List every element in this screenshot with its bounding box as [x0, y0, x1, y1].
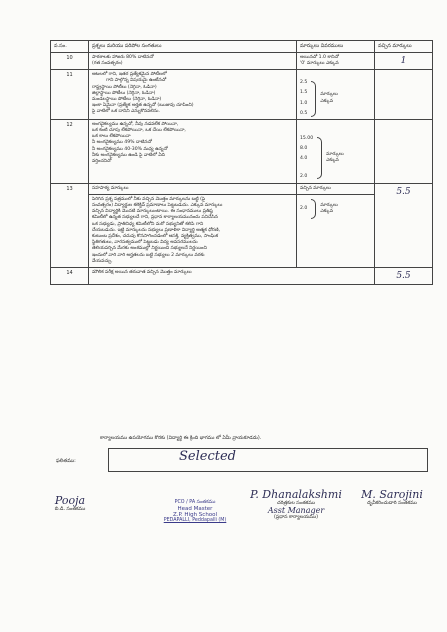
signature-sub: (ప్రధాన కార్యాలయము): [273, 515, 319, 520]
signature-name: M. Sarojini: [361, 488, 423, 501]
row-number: 11: [51, 70, 89, 120]
row-detail: [297, 119, 375, 183]
row-line: స్థితిగతులు, వారసత్వములో పెట్టబడు విద్య అవసరములను: [92, 240, 198, 246]
row-line: ఒక కాలు లేకపోయినా: [92, 134, 131, 140]
signature-caption: దృవీకరించుదారి సంతకము: [367, 501, 417, 506]
signature-name: Pooja: [54, 494, 86, 507]
awarded-mark: [375, 70, 433, 120]
row-detail-line: '0' మార్కులు ఎక్కువ: [300, 60, 339, 66]
row-line: ఒక సభ్యుడు, ప్రాతినిధ్య కమిటీలోని మరో సభ్యునితో కలిపి గాని: [92, 221, 204, 227]
row-detail-header: వచ్చిన మార్కులు: [297, 184, 374, 195]
result-value: Selected: [179, 449, 236, 464]
result-label: ఫలితము:: [56, 458, 76, 464]
value-label: మార్కులు ఎక్కువ: [326, 152, 344, 164]
row-description: [89, 70, 297, 120]
signature-caption: చరిత్రకుల సంతకము: [276, 501, 316, 506]
table-row: [51, 52, 433, 69]
row-number: 10: [51, 52, 89, 69]
signature-extra: Asst Manager: [267, 506, 325, 515]
signature-caption: బి.డి. సంతకము: [54, 507, 86, 512]
row-line: మండలస్థాయి పోటీలు (నెగ్గినా, ఓడినా): [92, 96, 162, 102]
row-description: [89, 119, 297, 183]
value-item: 4.0: [300, 156, 308, 162]
row-line: నీ అంగవైకల్యము 40-30% మధ్య ఉన్నచో: [92, 146, 168, 152]
awarded-mark: 1: [375, 52, 433, 69]
brace: [311, 199, 316, 219]
row-line: కమిటీలో ఉన్నత సభ్యులచే గాని, ప్రధాన కార్యాలయమునందు పనిచేసిన: [92, 215, 218, 221]
value-item: 8.0: [300, 146, 308, 152]
header-awarded: వచ్చిన మార్కులు: [375, 41, 433, 53]
marks-table: [50, 40, 433, 285]
row-number: 14: [51, 267, 89, 284]
office-use-note: కార్యాలయము ఉపయోగము కొరకు (విద్యార్థి ఈ క్రింది భాగము లో ఏమీ వ్రాయకూడదు).: [100, 436, 262, 441]
value-item: 15.00: [300, 135, 314, 141]
row-line: ఇందులో వారి వారి అర్హతలను బట్టి సభ్యులు 2 మార్కులు వరకు: [92, 252, 205, 258]
value-label: మార్కులు ఎక్కువ: [320, 202, 338, 214]
value-item: 2.0: [300, 205, 308, 211]
row-detail: [297, 183, 375, 267]
signature-block: [40, 494, 100, 513]
row-line: పై వాటిలో ఒక దానిని ఎన్నుకొనవలెను.: [92, 109, 160, 115]
value-item: 1.0: [300, 100, 308, 106]
row-line: ఇంకా ఏమైనా (ప్రత్యేక అర్హత ఉన్నచో (ఋజువు చూపించి): [92, 103, 194, 109]
row-line: ఒక కంటి చూపు లేకపోయినా, ఒక చేయి లేకపోయినా,: [92, 128, 186, 134]
brace: [317, 137, 322, 179]
awarded-mark: [375, 119, 433, 183]
header-details: మార్కులు వివరములు: [297, 41, 375, 53]
row-line: గాని పాల్గొన్న విషయమై ఉంటేనచో: [106, 78, 167, 84]
row-number: 13: [51, 183, 89, 267]
row-line: రాష్ట్రస్థాయి పోటీలు (నెగ్గినా, ఓడినా): [92, 84, 157, 90]
row-line: నీ అంగవైకల్యము 49% దాటినచో: [92, 140, 152, 146]
row-line: తెలియపర్చిన మేరకు అంశముల్లో నిర్ణయించి సభ్యులచే నిర్ణయించి: [92, 246, 207, 252]
row-description: [89, 52, 297, 69]
row-line: నీకు అంగవైకల్యము ఉండి పై వాటిలో ఏది: [92, 152, 165, 158]
row-title: సహపాఠ్య మార్కులు: [89, 184, 296, 195]
row-line: అంగవైకల్యము ఉన్నచో, నీవు నడవలేక పోయినా,: [92, 121, 179, 127]
table-header-row: [51, 41, 433, 53]
school-stamp: [145, 500, 245, 523]
value-item: 2.5: [300, 80, 308, 86]
table-row: [51, 183, 433, 267]
row-line: చేయబడును. ఇట్టి మార్కులను సభ్యులు ప్రణాళికా విద్యార్థి ఆత్మక ధోరణి,: [92, 227, 221, 233]
awarded-mark: 5.5: [375, 267, 433, 284]
signature-block: [250, 488, 342, 521]
row-line: ఆటలలో గాని, ఇతర ప్రత్యేకమైన పోటీలలో: [92, 72, 167, 78]
table-row: [51, 119, 433, 183]
row-line: వేయవచ్చు.: [92, 258, 113, 264]
row-line: వర్తించనిచో: [92, 159, 112, 164]
row-line: వచ్చిన విద్యార్థికి మొదటి మార్కులుంటాయి. ఈ సంధానములు ప్రతిష్ఠ: [92, 209, 213, 215]
row-detail: [297, 52, 375, 69]
header-items: ప్రశ్నలు మరియు పరిపోల సంగతులు: [89, 41, 297, 53]
stamp-line: Z.P. High School: [172, 512, 218, 518]
row-detail: [297, 70, 375, 120]
row-line: జిల్లాస్థాయి పోటీలు (నెగ్గినా, ఓడినా): [92, 90, 156, 96]
stamp-line: PEDAPALLI, Peddapalli (M): [163, 518, 227, 523]
value-item: 2.0: [300, 174, 308, 180]
table-row: [51, 267, 433, 284]
row-detail-line: అయినచో 1.0 కానిచో: [300, 54, 339, 60]
row-description: [89, 183, 297, 267]
awarded-mark: 5.5: [375, 183, 433, 267]
value-item: 0.5: [300, 110, 308, 116]
result-box: [108, 448, 428, 472]
row-description: [89, 267, 375, 284]
table-row: [51, 70, 433, 120]
row-number: 12: [51, 119, 89, 183]
signature-name: P. Dhanalakshmi: [250, 488, 342, 501]
header-sno: వ.సం.: [51, 41, 89, 53]
value-item: 1.5: [300, 90, 308, 96]
row-line: పాఠశాలకు హాజరు 80% దాటినచో: [92, 54, 154, 60]
row-line: పెరిగిన ప్రశ్న పత్రములో నీకు వచ్చిన మొత్తం మార్కులను బట్టి (పై: [92, 196, 206, 202]
row-line: కుటుంబ ప్రదేశం, చదువు కొనసాగించడంలో ఆసక్తి, వ్యక్తిత్వము, సాంఘిక: [92, 233, 218, 239]
stamp-line: Head Master: [177, 506, 213, 512]
stamp-line: PCO / PA సంతకము: [174, 500, 216, 505]
row-line: మౌలిక పరీక్ష అయిన తరువాత వచ్చిన మొత్తం మార్కులు: [92, 269, 192, 275]
value-label: మార్కులు ఎక్కువ: [320, 92, 338, 104]
row-line: (గత సంవత్సరం): [92, 60, 123, 66]
signature-block: [346, 488, 438, 507]
brace: [311, 81, 316, 117]
row-line: సంవత్సరం) విద్యార్థుల కలెక్టివ్ ప్రమాణాలు పెట్టబడును. ఎక్కువ మార్కులు: [92, 203, 223, 208]
